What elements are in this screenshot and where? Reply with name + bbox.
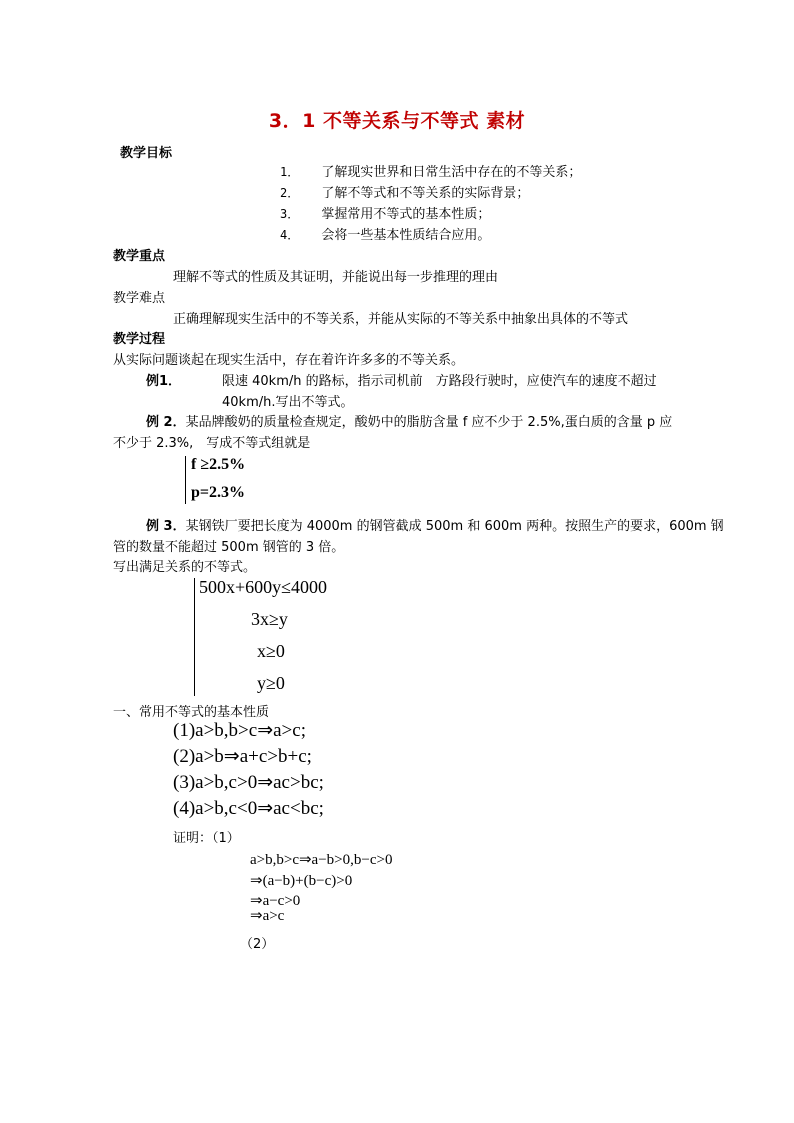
goal-text: 会将一些基本性质结合应用。 bbox=[321, 228, 491, 243]
example3-line3: 写出满足关系的不等式。 bbox=[113, 560, 257, 575]
proof-step: ⇒(a−b)+(b−c)>0 bbox=[250, 873, 353, 889]
process-intro: 从实际问题谈起在现实生活中，存在着许许多多的不等关系。 bbox=[113, 353, 465, 368]
example2-line1 bbox=[146, 411, 672, 430]
proof-next-label: （2） bbox=[240, 937, 275, 952]
goal-item bbox=[280, 182, 529, 201]
example3-text: 某钢铁厂要把长度为 4000m 的钢管截成 500m 和 600m 两种。按照生产的要求，600m 钢 bbox=[185, 519, 724, 534]
difficulties-heading: 教学难点 bbox=[113, 291, 166, 306]
page-title: 3．1 不等关系与不等式 素材 bbox=[268, 110, 526, 132]
goal-number: 2． bbox=[280, 186, 300, 200]
goals-heading: 教学目标 bbox=[120, 146, 173, 161]
example1-line2: 40km/h.写出不等式。 bbox=[222, 395, 354, 410]
example1-label: 例1． bbox=[146, 374, 182, 389]
example3-inequality-2: 3x≥y bbox=[251, 609, 288, 629]
example2-line2: 不少于 2.3%, 写成不等式组就是 bbox=[113, 436, 311, 451]
system-brace bbox=[194, 578, 195, 696]
process-heading: 教学过程 bbox=[113, 332, 166, 347]
goal-number: 4． bbox=[280, 228, 300, 242]
property-item: (2)a>b⇒a+c>b+c; bbox=[173, 746, 312, 767]
example3-inequality-3: x≥0 bbox=[257, 641, 285, 661]
example2-text: 某品牌酸奶的质量检查规定，酸奶中的脂肪含量 f 应不少于 2.5%,蛋白质的含量 p 应 bbox=[185, 415, 673, 430]
property-item: (4)a>b,c<0⇒ac<bc; bbox=[173, 798, 324, 819]
example2-inequality-2: p=2.3% bbox=[191, 484, 246, 501]
goal-number: 3． bbox=[280, 207, 300, 221]
example3-line1 bbox=[146, 515, 724, 534]
goal-item bbox=[280, 224, 490, 243]
system-brace bbox=[185, 456, 186, 504]
goal-text: 掌握常用不等式的基本性质； bbox=[321, 207, 491, 222]
proof-label: 证明：（1） bbox=[173, 831, 240, 846]
proof-step: a>b,b>c⇒a−b>0,b−c>0 bbox=[250, 852, 393, 868]
goal-text: 了解现实世界和日常生活中存在的不等关系； bbox=[321, 165, 582, 180]
property-item: (3)a>b,c>0⇒ac>bc; bbox=[173, 772, 324, 793]
difficulties-text: 正确理解现实生活中的不等关系，并能从实际的不等关系中抽象出具体的不等式 bbox=[173, 312, 629, 327]
key-points-heading: 教学重点 bbox=[113, 249, 166, 264]
example3-label: 例 3． bbox=[146, 519, 186, 534]
example3-inequality-4: y≥0 bbox=[257, 673, 285, 693]
proof-step: ⇒a−c>0 bbox=[250, 893, 301, 909]
goal-text: 了解不等式和不等关系的实际背景； bbox=[321, 186, 530, 201]
example3-inequality-1: 500x+600y≤4000 bbox=[199, 577, 328, 597]
example2-inequality-1: f ≥2.5% bbox=[191, 456, 246, 473]
example3-line2: 管的数量不能超过 500m 钢管的 3 倍。 bbox=[113, 540, 345, 555]
goal-item bbox=[280, 203, 490, 222]
goal-number: 1． bbox=[280, 165, 300, 179]
properties-heading: 一、常用不等式的基本性质 bbox=[113, 705, 270, 720]
property-item: (1)a>b,b>c⇒a>c; bbox=[173, 720, 306, 741]
example1-line1: 限速 40km/h 的路标，指示司机前 方路段行驶时，应使汽车的速度不超过 bbox=[222, 374, 657, 389]
key-points-text: 理解不等式的性质及其证明，并能说出每一步推理的理由 bbox=[173, 270, 499, 285]
example2-label: 例 2． bbox=[146, 415, 186, 430]
goal-item bbox=[280, 161, 581, 180]
proof-step: ⇒a>c bbox=[250, 908, 285, 924]
